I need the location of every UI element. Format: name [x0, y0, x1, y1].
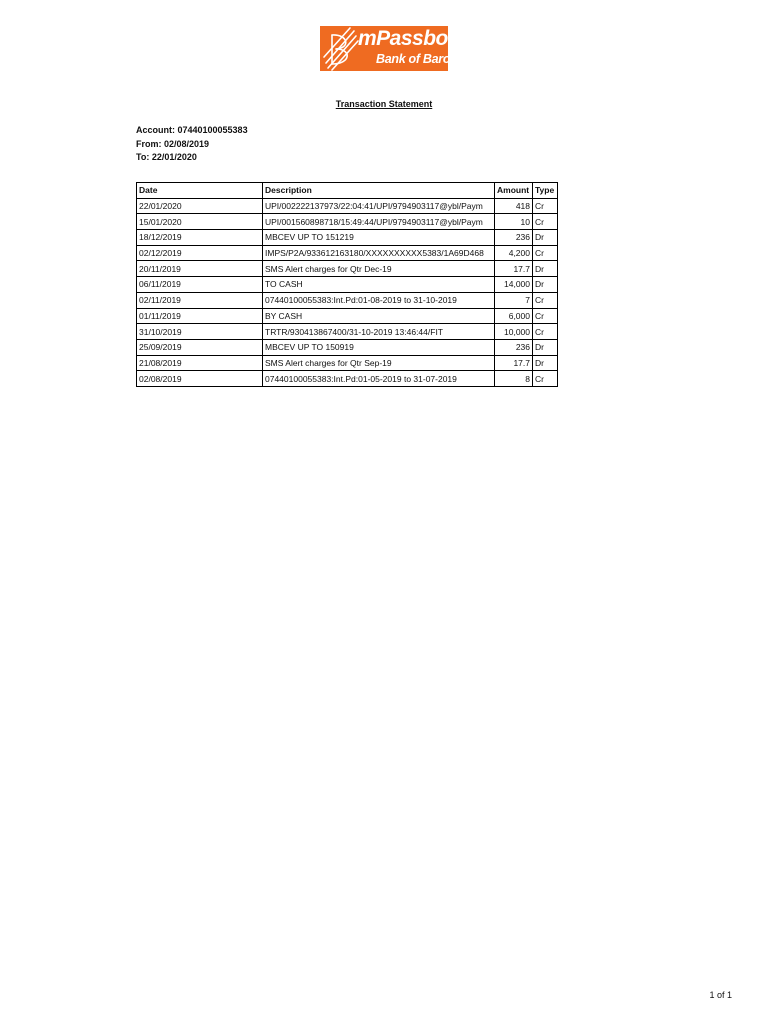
cell-description: SMS Alert charges for Qtr Sep-19	[263, 355, 495, 371]
cell-amount: 10	[495, 214, 533, 230]
cell-amount: 6,000	[495, 308, 533, 324]
cell-amount: 236	[495, 339, 533, 355]
header-date: Date	[137, 183, 263, 199]
cell-amount: 14,000	[495, 277, 533, 293]
cell-amount: 4,200	[495, 245, 533, 261]
table-row	[137, 308, 558, 324]
cell-description: TRTR/930413867400/31-10-2019 13:46:44/FIT	[263, 324, 495, 340]
table-row	[137, 230, 558, 246]
cell-amount: 418	[495, 198, 533, 214]
cell-amount: 7	[495, 292, 533, 308]
cell-type: Dr	[533, 261, 558, 277]
cell-type: Cr	[533, 198, 558, 214]
cell-date: 18/12/2019	[137, 230, 263, 246]
table-row	[137, 277, 558, 293]
cell-type: Cr	[533, 371, 558, 387]
header-description: Description	[263, 183, 495, 199]
page-number: 1 of 1	[709, 990, 732, 1000]
table-row	[137, 292, 558, 308]
cell-description: SMS Alert charges for Qtr Dec-19	[263, 261, 495, 277]
cell-type: Dr	[533, 277, 558, 293]
statement-title: Transaction Statement	[335, 99, 433, 109]
cell-type: Cr	[533, 324, 558, 340]
bank-of-baroda-logo-icon	[320, 26, 360, 71]
cell-date: 21/08/2019	[137, 355, 263, 371]
cell-type: Dr	[533, 230, 558, 246]
cell-amount: 10,000	[495, 324, 533, 340]
cell-description: IMPS/P2A/933612163180/XXXXXXXXXX5383/1A69D468	[263, 245, 495, 261]
cell-date: 02/11/2019	[137, 292, 263, 308]
header-type: Type	[533, 183, 558, 199]
cell-amount: 17.7	[495, 355, 533, 371]
account-info	[136, 124, 248, 165]
cell-date: 31/10/2019	[137, 324, 263, 340]
table-row	[137, 245, 558, 261]
table-row	[137, 198, 558, 214]
cell-amount: 17.7	[495, 261, 533, 277]
cell-description: TO CASH	[263, 277, 495, 293]
cell-date: 15/01/2020	[137, 214, 263, 230]
cell-description: MBCEV UP TO 151219	[263, 230, 495, 246]
cell-date: 22/01/2020	[137, 198, 263, 214]
to-date: To: 22/01/2020	[136, 152, 197, 162]
cell-type: Cr	[533, 292, 558, 308]
logo-subtitle: Bank of Baroda	[376, 52, 465, 66]
table-row	[137, 355, 558, 371]
bank-logo	[320, 26, 472, 71]
table-row	[137, 214, 558, 230]
cell-type: Cr	[533, 245, 558, 261]
table-row	[137, 324, 558, 340]
table-row	[137, 371, 558, 387]
from-date: From: 02/08/2019	[136, 138, 210, 149]
cell-type: Dr	[533, 355, 558, 371]
cell-amount: 8	[495, 371, 533, 387]
cell-type: Cr	[533, 214, 558, 230]
cell-date: 25/09/2019	[137, 339, 263, 355]
logo-title: mPassbook	[358, 27, 472, 50]
cell-description: BY CASH	[263, 308, 495, 324]
cell-description: 07440100055383:Int.Pd:01-08-2019 to 31-10-2019	[263, 292, 495, 308]
cell-description: MBCEV UP TO 150919	[263, 339, 495, 355]
header-amount: Amount	[495, 183, 533, 199]
transaction-table	[136, 182, 558, 387]
table-header-row	[137, 183, 558, 199]
account-number: Account: 07440100055383	[136, 125, 248, 135]
cell-type: Dr	[533, 339, 558, 355]
cell-amount: 236	[495, 230, 533, 246]
cell-type: Cr	[533, 308, 558, 324]
cell-date: 02/08/2019	[137, 371, 263, 387]
cell-date: 20/11/2019	[137, 261, 263, 277]
table-row	[137, 261, 558, 277]
table-row	[137, 339, 558, 355]
cell-description: UPI/002222137973/22:04:41/UPI/9794903117@ybl/Paym	[263, 198, 495, 214]
cell-description: UPI/001560898718/15:49:44/UPI/9794903117@ybl/Paym	[263, 214, 495, 230]
cell-date: 06/11/2019	[137, 277, 263, 293]
cell-description: 07440100055383:Int.Pd:01-05-2019 to 31-07-2019	[263, 371, 495, 387]
cell-date: 02/12/2019	[137, 245, 263, 261]
cell-date: 01/11/2019	[137, 308, 263, 324]
